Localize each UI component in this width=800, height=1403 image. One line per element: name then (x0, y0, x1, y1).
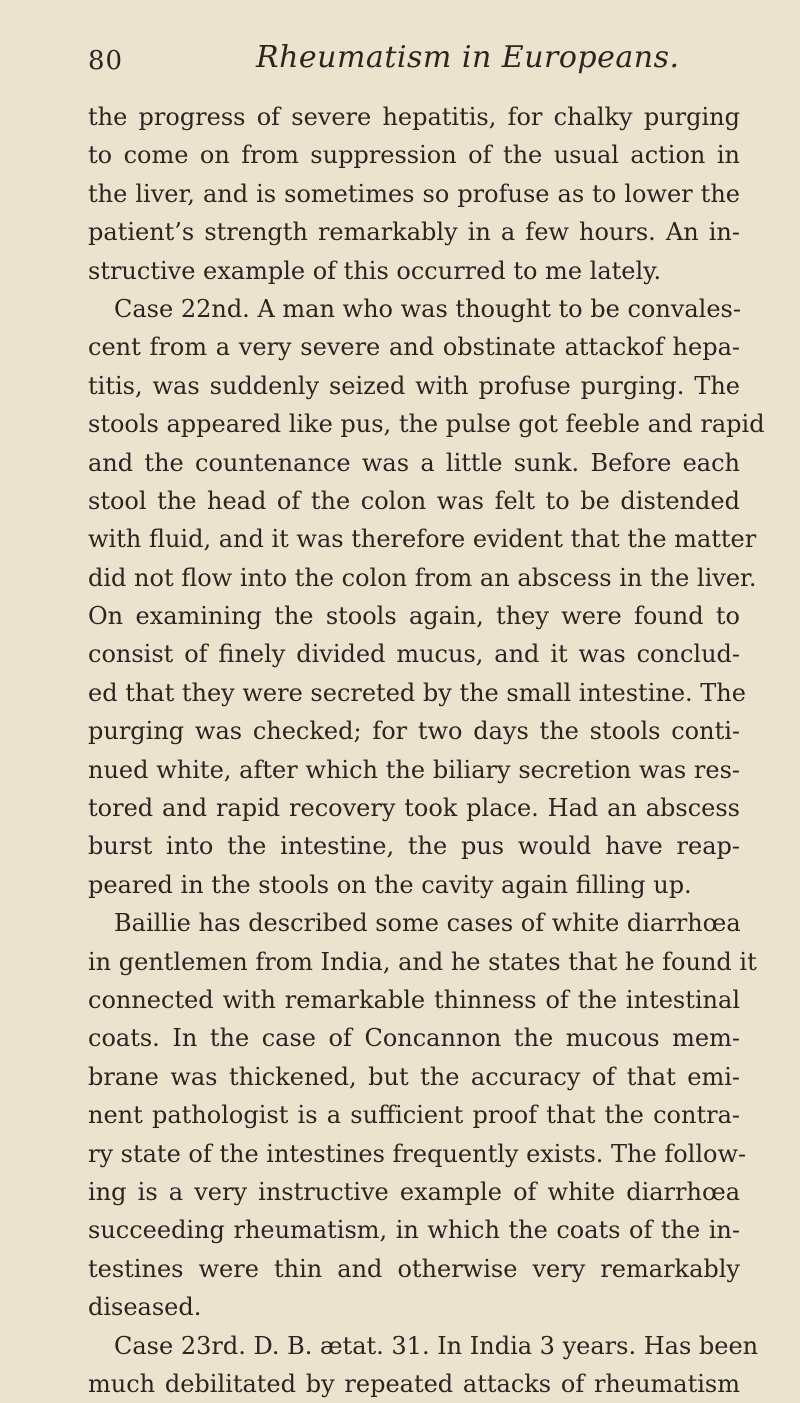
running-head (88, 40, 738, 80)
text-line: burst into the intestine, the pus would have reap- (88, 832, 740, 861)
text-line: the liver, and is sometimes so profuse as to lower the (88, 179, 740, 208)
text-line: On examining the stools again, they were found to (88, 602, 740, 631)
text-line: tored and rapid recovery took place. Had an abscess (88, 794, 740, 823)
text-line: did not flow into the colon from an abscess in the liver. (88, 563, 757, 592)
text-line: succeeding rheumatism, in which the coats of the in- (88, 1216, 740, 1245)
text-line: connected with remarkable thinness of the intestinal (88, 985, 740, 1014)
page-number: 80 (88, 46, 124, 76)
text-line: much debilitated by repeated attacks of rheumatism (88, 1369, 740, 1398)
text-line: nued white, after which the biliary secretion was res- (88, 755, 740, 784)
text-line: in gentlemen from India, and he states that he found it (88, 947, 757, 976)
text-line: with fluid, and it was therefore evident that the matter (88, 525, 757, 554)
text-line: to come on from suppression of the usual action in (88, 141, 740, 170)
text-line: diseased. (88, 1293, 202, 1322)
text-line: the progress of severe hepatitis, for chalky purging (88, 103, 740, 131)
text-line: ry state of the intestines frequently exists. The follow- (88, 1139, 747, 1168)
text-line: brane was thickened, but the accuracy of that emi- (88, 1062, 740, 1091)
text-line: and the countenance was a little sunk. Before each (88, 448, 740, 477)
text-line: structive example of this occurred to me lately. (88, 256, 662, 285)
body-text (88, 98, 765, 1403)
text-line: ing is a very instructive example of white diarrhœa (88, 1177, 740, 1206)
text-line: purging was checked; for two days the stools conti- (88, 717, 740, 746)
text-line: nent pathologist is a sufficient proof that the contra- (88, 1101, 740, 1130)
text-line: titis, was suddenly seized with profuse purging. The (88, 371, 740, 400)
text-line: cent from a very severe and obstinate attackof hepa- (88, 333, 740, 362)
text-line: stool the head of the colon was felt to be distended (88, 486, 740, 515)
text-line: testines were thin and otherwise very remarkably (88, 1254, 740, 1283)
text-line: Baillie has described some cases of white diarrhœa (114, 909, 741, 938)
text-line: peared in the stools on the cavity again filling up. (88, 870, 692, 899)
text-line: Case 23rd. D. B. ætat. 31. In India 3 years. Has been (114, 1331, 759, 1360)
text-line: ed that they were secreted by the small intestine. The (88, 678, 746, 707)
text-line: coats. In the case of Concannon the mucous mem- (88, 1024, 740, 1053)
text-line: consist of finely divided mucus, and it was conclud- (88, 640, 740, 669)
text-line: patient’s strength remarkably in a few hours. An in- (88, 218, 740, 247)
text-line: Case 22nd. A man who was thought to be convales- (114, 294, 741, 323)
running-title: Rheumatism in Europeans. (256, 40, 680, 75)
text-line: stools appeared like pus, the pulse got feeble and rapid (88, 410, 765, 439)
